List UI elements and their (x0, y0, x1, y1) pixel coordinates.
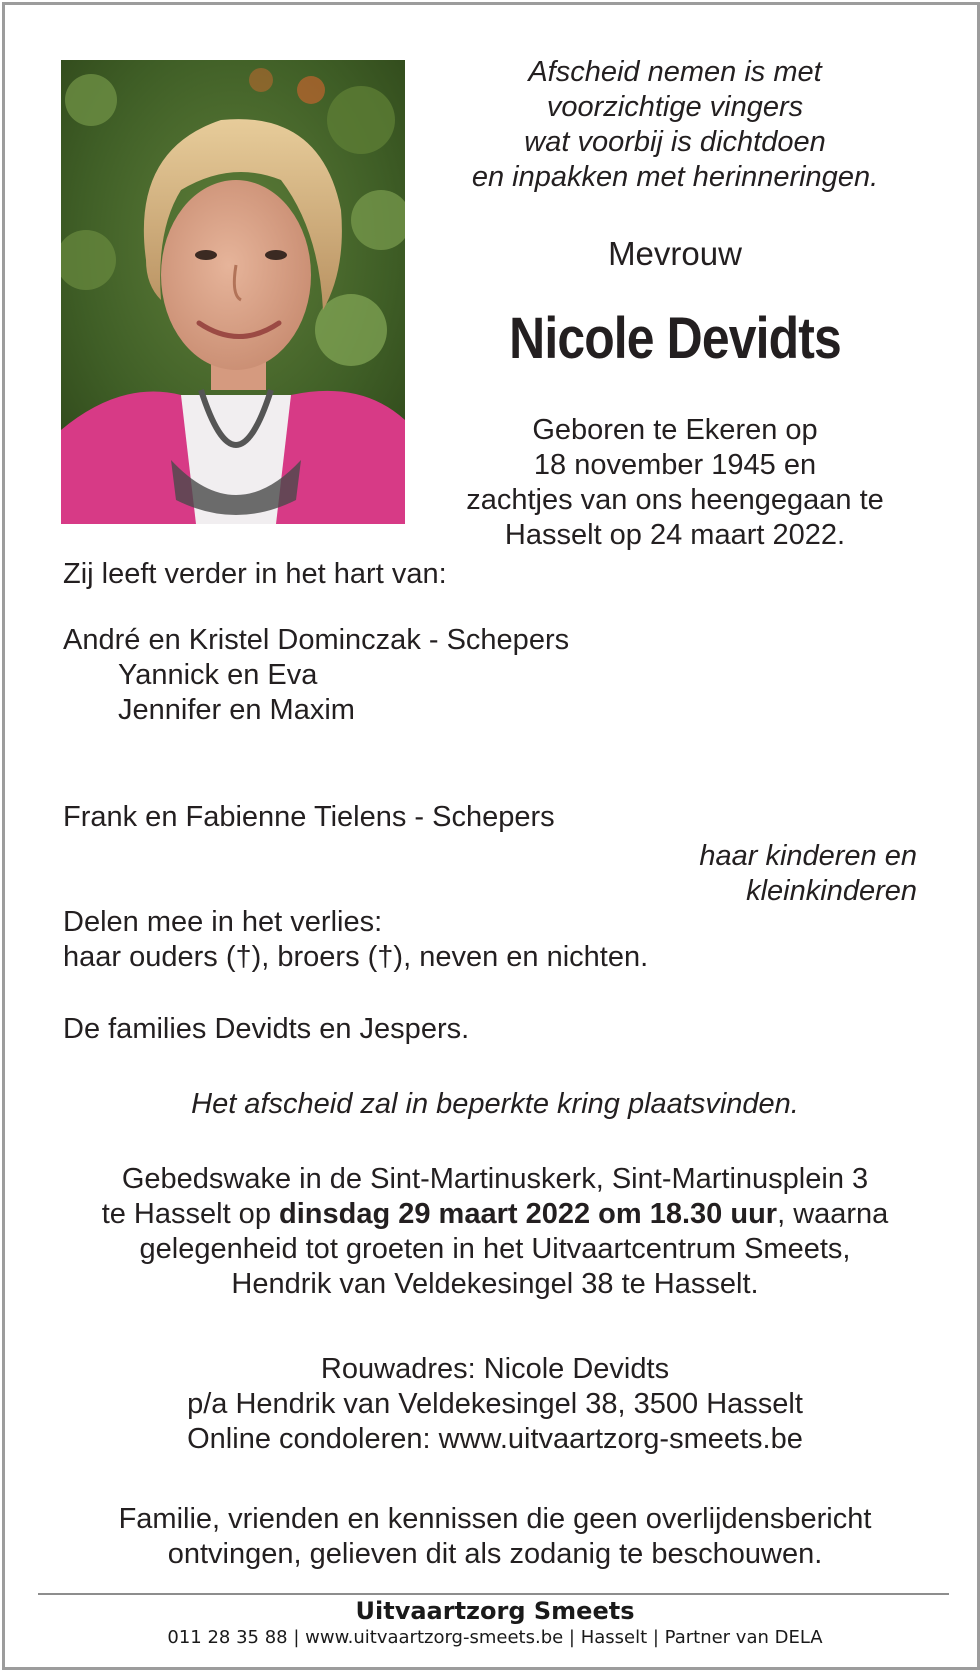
notice-line: ontvingen, gelieven dit als zodanig te beschouwen. (167, 1538, 823, 1570)
birth-line: zachtjes van ons heengegaan te (466, 484, 884, 516)
wake-text: te Hasselt op (101, 1198, 280, 1230)
poem-line: wat voorbij is dichtdoen (524, 126, 826, 158)
wake-info (55, 1162, 935, 1302)
honorific-title: Mevrouw (608, 235, 742, 272)
mourning-address (55, 1352, 935, 1457)
obituary-card (2, 2, 980, 1670)
address-line: p/a Hendrik van Veldekesingel 38, 3500 Hasselt (187, 1388, 803, 1420)
family-group-1 (63, 623, 923, 728)
wake-line-2 (55, 1197, 935, 1232)
relation-line: haar kinderen en (699, 840, 917, 872)
relation-note (699, 839, 917, 909)
wake-line: Gebedswake in de Sint-Martinuskerk, Sint-Martinusplein 3 (121, 1163, 869, 1195)
poem-line: en inpakken met herinneringen. (471, 161, 879, 193)
family-line: André en Kristel Dominczak - Schepers (63, 624, 570, 656)
funeral-home-info: 011 28 35 88 | www.uitvaartzorg-smeets.be | Hasselt | Partner van DELA (167, 1627, 823, 1648)
poem-line: Afscheid nemen is met (528, 56, 822, 88)
birth-line: Hasselt op 24 maart 2022. (504, 519, 846, 551)
survivors-intro: Zij leeft verder in het hart van: (63, 558, 447, 590)
grandchildren-line: Jennifer en Maxim (118, 694, 355, 726)
poem-line: voorzichtige vingers (546, 91, 804, 123)
notice-line: Familie, vrienden en kennissen die geen overlijdensbericht (118, 1503, 872, 1535)
wake-line: Hendrik van Veldekesingel 38 te Hasselt. (231, 1268, 759, 1300)
birth-line: Geboren te Ekeren op (532, 414, 818, 446)
funeral-home-name: Uitvaartzorg Smeets (355, 1597, 635, 1625)
relation-line: kleinkinderen (746, 875, 917, 907)
wake-text: , waarna (777, 1198, 889, 1230)
condolence-line: Online condoleren: www.uitvaartzorg-smeets.be (187, 1423, 803, 1455)
wake-date: dinsdag 29 maart 2022 om 18.30 uur (279, 1198, 778, 1230)
family-group-2: Frank en Fabienne Tielens - Schepers (63, 801, 555, 833)
notice-text (55, 1502, 935, 1572)
wake-line: gelegenheid tot groeten in het Uitvaartcentrum Smeets, (139, 1233, 851, 1265)
farewell-note: Het afscheid zal in beperkte kring plaatsvinden. (191, 1088, 799, 1120)
loss-line: Delen mee in het verlies: (63, 906, 383, 938)
portrait-photo (61, 60, 405, 524)
loss-sharing (63, 905, 923, 975)
families-line: De families Devidts en Jespers. (63, 1013, 470, 1045)
poem (445, 55, 905, 195)
address-line: Rouwadres: Nicole Devidts (320, 1353, 670, 1385)
birth-line: 18 november 1945 en (533, 449, 817, 481)
footer-divider (38, 1593, 949, 1595)
birth-death-info (445, 413, 905, 553)
grandchildren-line: Yannick en Eva (118, 659, 318, 691)
loss-line: haar ouders (†), broers (†), neven en nichten. (63, 941, 649, 973)
deceased-name: Nicole Devidts (509, 306, 841, 371)
